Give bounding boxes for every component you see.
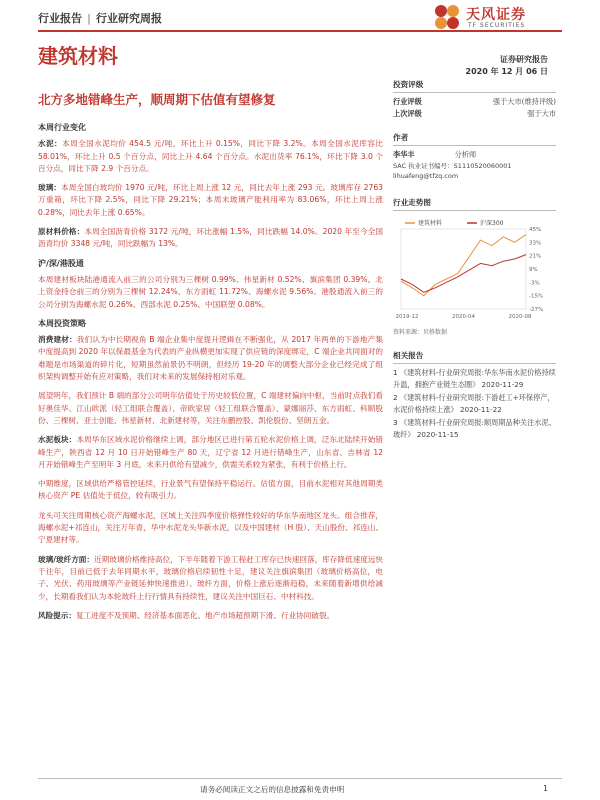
text-cement-valuation: 中期维度，区域供给严格管控延续，行业景气有望保持平稳运行。估值方面，目前水泥相对其他周期类核心资产 PE 估值处于低位，较有吸引力。 <box>38 479 383 501</box>
page-title: 建筑材料 <box>38 44 118 68</box>
series-line-1 <box>401 235 526 296</box>
text-glass: 本周全国白玻均价 1970 元/吨，环比上周上涨 12 元，同比去年上涨 293 元。玻璃库存 2763 万重箱，环比下降 2.5%，同比下降 29.21%；本周末玻璃产能利用率为 83.06%，环比上周上涨 0.28%，同比去年上涨 0.65%。 <box>38 183 383 217</box>
legend-label-1: 建筑材料 <box>418 220 443 227</box>
text-consumer-materials: 我们认为中长期视角 B 端企业集中度提升逻辑在不断强化，从 2017 年两单的下游地产集中度提高到 2020 年以保最基金为代表的产业纵横更加实现了供应链的深度绑定，C 端企业共同面对的难题是市场渠道的碎片化，短期虽然前景仍不明朗，但经历 19-20 年的调整大部分企业已经完成了组织架构调整开始有应对策略，我们对未来的发展保持相对乐观。 <box>38 335 384 382</box>
paragraph-cement-leaders <box>38 510 383 547</box>
y-tick-label: -27% <box>529 307 544 313</box>
related-report-3[interactable]: 3 《建筑材料-行业研究周报:顺周期品种关注水泥、玻纤》 2020-11-15 <box>393 418 556 439</box>
subcategory-label: 行业研究周报 <box>96 12 163 25</box>
rating-key-previous: 上次评级 <box>393 109 422 118</box>
author-heading: 作者 <box>393 130 556 146</box>
legend-label-2: 沪深300 <box>480 220 504 227</box>
text-glass-fiber: 近期玻璃价格维持高位，下半年随着下游工程赶工库存已快速回落，库存降低速度远快于往年，目前已低于去年同期水平，玻璃价格启续韧性十足，建议关注旗滨集团（玻璃价格高位，电子、光伏、药用玻璃等产业链延伸快速推进）。玻纤方面，价格上涨后逐渐趋稳，未来随着新增供给减少，长期看我们认为本轮玻纤上行行情具有持续性，建议关注中国巨石、中材科技。 <box>38 554 384 601</box>
paragraph-cement-sector <box>38 434 383 471</box>
chart-source: 资料来源：贝格数据 <box>393 329 448 336</box>
author-title: 分析师 <box>454 150 477 159</box>
paragraph-cement-valuation <box>38 478 383 503</box>
y-tick-label: 21% <box>529 253 542 260</box>
paragraph-cement <box>38 138 383 175</box>
report-subtitle: 北方多地错峰生产，顺周期下估值有望修复 <box>38 92 276 107</box>
lead-raw-materials: 原材料价格： <box>38 227 85 237</box>
author-row <box>393 149 556 161</box>
trend-chart-svg <box>393 215 556 325</box>
paragraph-stock-connect <box>38 274 383 311</box>
section-heading-strategy: 本周投资策略 <box>38 318 86 328</box>
footer-disclaimer: 请务必阅读正文之后的信息披露和免责申明 <box>200 785 345 794</box>
y-tick-label: -15% <box>529 293 544 300</box>
text-risk: 复工进度不及预期、经济基本面恶化、地产市场超预期下滑、行业协同破裂。 <box>75 610 335 620</box>
footer-divider <box>38 778 562 779</box>
author-sac: SAC 执业证书编号：S1110520060001 <box>393 162 512 170</box>
main-content <box>38 122 383 629</box>
paragraph-raw-materials <box>38 226 383 251</box>
text-stock-connect: 本周建材板块陆港通流入前三的公司分别为三棵树 0.99%、伟星新材 0.52%、旗滨集团 0.39%。北上资金持仓前三的分别为三棵树 12.24%、东方雨虹 11.72%、海螺水泥 9.56%。港股通流入前三的公司分别为海螺水泥 0.26%、西部水泥 0.25%、中国联塑 0.08%。 <box>38 274 383 309</box>
rating-row-industry <box>393 96 556 108</box>
trend-chart <box>393 215 556 325</box>
y-tick-label: 45% <box>529 227 542 233</box>
separator: | <box>87 12 92 25</box>
lead-risk: 风险提示： <box>38 610 76 620</box>
logo-text-en: TF SECURITIES <box>468 22 526 29</box>
lead-cement-sector: 水泥板块： <box>38 435 77 445</box>
header-divider <box>38 30 562 32</box>
paragraph-consumer-materials <box>38 334 383 383</box>
paragraph-outlook <box>38 390 383 427</box>
report-category <box>38 10 162 26</box>
logo-text-cn: 天风证券 <box>466 7 526 23</box>
paragraph-glass <box>38 182 383 219</box>
text-cement-sector: 本周华东区域水泥价格继续上调，部分地区已进行第五轮水泥价格上调，泛东北陆续开始错峰生产，陕西省 12 月 10 日开始错峰生产 80 天，辽宁省 12 月进行错峰生产，山东省、吉林省 12 月开始错峰生产至明年 3 月底，未来月供给有望减少，供需关系较为紧张，有利于价格上行。 <box>38 435 383 469</box>
rating-value-industry: 强于大市(维持评级) <box>492 97 556 106</box>
x-tick-label: 2020-04 <box>452 314 475 320</box>
lead-glass-fiber: 玻璃/玻纤方面： <box>38 554 95 564</box>
y-tick-label: 33% <box>529 240 542 247</box>
chart-frame <box>401 229 526 309</box>
x-tick-label: 2020-08 <box>508 314 532 320</box>
section-heading-stock-connect: 沪/深/港股通 <box>38 258 84 268</box>
related-report-1[interactable]: 1 《建筑材料-行业研究周报:华东华南水泥价格持续升温，拥抱产业链生态圈》 2020-11-29 <box>393 368 556 389</box>
related-reports-list <box>393 367 556 440</box>
sidebar <box>393 77 556 442</box>
rating-heading: 投资评级 <box>393 77 556 93</box>
rating-row-previous <box>393 108 556 120</box>
page-number: 1 <box>543 784 548 793</box>
x-tick-label: 2019-12 <box>395 314 419 320</box>
lead-consumer-materials: 消费建材： <box>38 335 77 345</box>
related-report-2[interactable]: 2 《建筑材料-行业研究周报:下游赶工+环保停产，水泥价格持续上涨》 2020-11-22 <box>393 393 555 414</box>
paragraph-glass-fiber <box>38 554 383 603</box>
author-name: 李华丰 <box>393 150 415 159</box>
y-tick-label: 9% <box>529 267 538 273</box>
author-email[interactable]: lihuafeng@tfzq.com <box>393 172 459 180</box>
lead-cement: 水泥： <box>38 139 63 149</box>
company-logo <box>432 2 562 32</box>
report-type: 证券研究报告 <box>500 55 548 64</box>
text-cement: 本周全国水泥均价 454.5 元/吨，环比上升 0.15%，同比下降 3.2%。本周全国水泥库容比 58.01%，环比上升 0.5 个百分点，同比上升 4.64 个百分点。水泥出货率 76.1%，环比下降 3.0 个百分点，同比下降 2.9 个百分点。 <box>38 139 383 173</box>
text-outlook: 展望明年，我们预计 B 端的部分公司明年估值处于历史较低位置，C 端建材偏向中枢，当前时点我们看好奥佳华、江山欧派（轻工组联合覆盖）、帝欧家居（轻工组联合覆盖）、蒙娜丽莎、东方雨虹、科顺股份、三棵树、亚士创能、伟星新材、北新建材等，关注东鹏控股、凯伦股份、坚朗五金。 <box>38 391 383 425</box>
section-heading-weekly-changes: 本周行业变化 <box>38 123 86 132</box>
report-date: 2020 年 12 月 06 日 <box>465 67 548 76</box>
y-tick-label: -3% <box>529 280 540 287</box>
related-heading: 相关报告 <box>393 348 556 364</box>
category-label: 行业报告 <box>38 12 82 25</box>
series-line-2 <box>401 255 526 293</box>
trend-heading: 行业走势图 <box>393 195 556 211</box>
paragraph-risk <box>38 610 383 622</box>
text-raw-materials: 本周全国沥青价格 3172 元/吨，环比涨幅 1.5%，同比跌幅 14.0%。2020 年至今全国沥青均价 3348 元/吨，同比跌幅为 13%。 <box>38 227 384 249</box>
lead-glass: 玻璃： <box>38 183 62 193</box>
rating-key-industry: 行业评级 <box>393 97 422 106</box>
logo-mark-icon <box>432 2 462 32</box>
rating-value-previous: 强于大市 <box>527 109 556 118</box>
text-cement-leaders: 龙头可关注周期核心资产海螺水泥，区域上关注四季度价格弹性较好的华东华南地区龙头。组合推荐，海螺水泥+祁连山，关注万年青，华中水泥龙头华新水泥，以及中国建材（H 股）、天山股份、祁连山、宁夏建材等。 <box>38 510 383 545</box>
